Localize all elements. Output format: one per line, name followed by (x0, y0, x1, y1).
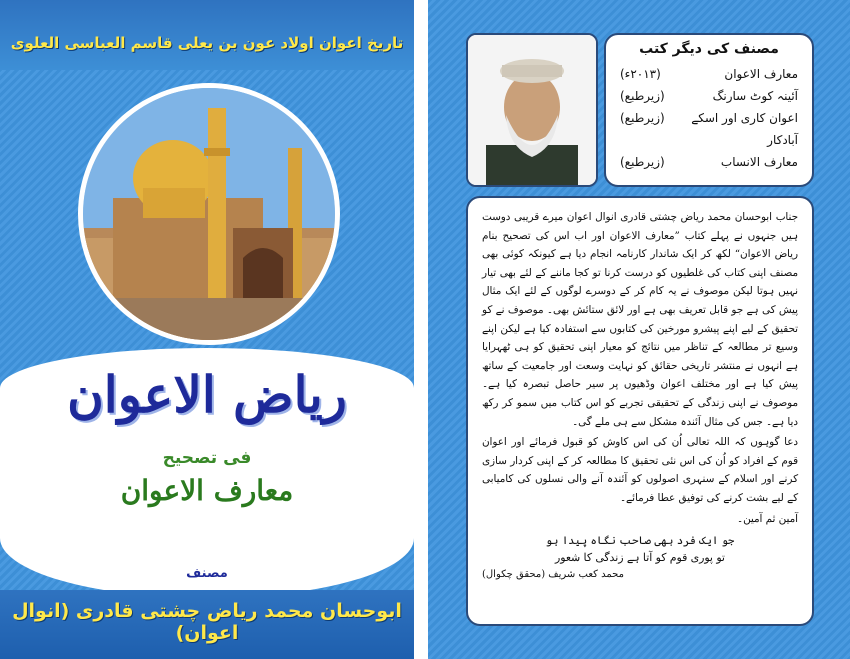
back-cover (428, 0, 850, 659)
author-portrait-illustration (468, 35, 596, 185)
poem-couplet (482, 532, 798, 566)
author-tag: مصنف (186, 566, 228, 581)
book-sub-label: فی تصحیح (162, 448, 252, 468)
review-paragraph-2: دعا گوہوں کہ اللہ تعالی اُن کی اس کاوش کو قبول فرمائے اور اعوان قوم کے افراد کو اُن کی اس نئی تحقیق کا مطالعہ کر کے اپنی کردار سازی کرنے اور اسلام کے سنہری اصولوں کو آئندہ آنے والی نسلوں کی کامیابی کے لیے بشت کرنے کی توفیق عطا فرمائے۔ (482, 436, 798, 504)
book-title: معارف الاعوان (724, 67, 798, 81)
other-books-box (604, 33, 814, 187)
review-paragraph-1: جناب ابوحسان محمد ریاض چشتی قادری انوال اعوان میرے قریبی دوست ہیں جنہوں نے پہلے کتاب ”معارف الاعوان اور اب اس کی تصحیح بنام ریاض الاعوان“ لکھ کر ایک شاندار کارنامہ انجام دیا ہے کیونکہ کوئی بھی مصنف اپنی کتاب کی غلطیوں کو درست کرنا تو کجا ماننے کے لئے بھی تیار نہیں ہوتا لیکن موصوف نے یہ کام کر کے دوسرے لوگوں کے لئے ایک مثال پیش کی ہے جو قابل تعریف بھی ہے اور لائق ستائش بھی۔ موصوف نے کو تحقیق کے لیے اپنے پیشرو مورخین کی کتابوں سے استفادہ کیا ہے لیکن اپنے وسیع تر مطالعہ کے تناظر میں نتائج کو معیار اپنی تحقیق کو ہی ٹھہرایا ہے انہوں نے منتشر تاریخی حقائق کو نہایت وسعت اور جامعیت کے ساتھ پیش کیا ہے اور مختلف اعوان وڈھیوں پر سیر حاصل تبصرہ کیا ہے۔ موصوف نے اپنی زندگی کے تحقیقی تجربے کو اس کتاب میں سمو کر رکھ دیا ہے۔ جس کی مثال آئندہ مشکل سے ہی ملے گی۔ (482, 211, 798, 428)
review-text-box (466, 196, 814, 626)
book-item (620, 63, 798, 85)
book-main-title: ریاض الاعوان (67, 365, 347, 424)
poem-line-2: تو پوری قوم کو آتا ہے زندگی کا شعور (555, 551, 725, 565)
book-title: اعوان کاری اور اسکے آبادکار (691, 111, 798, 147)
cover-divider (414, 0, 428, 659)
book-item (620, 151, 798, 173)
book-status: (زیرطبع) (620, 155, 665, 169)
poem-line-1: جو ایک فرد بھی صاحب نگاہ پیدا ہو (545, 534, 735, 548)
book-sub-title: معارف الاعوان (120, 474, 294, 507)
book-title: آئینہ کوٹ سارنگ (712, 89, 798, 103)
book-status: (۲۰۱۳ء) (620, 67, 661, 81)
review-signature: محمد کعب شریف (محقق چکوال) (482, 569, 624, 581)
book-item (620, 107, 798, 151)
author-name: ابوحسان محمد ریاض چشتی قادری (انوال اعوان) (12, 600, 402, 644)
book-status: (زیرطبع) (620, 89, 665, 103)
book-status: (زیرطبع) (620, 111, 665, 125)
front-top-title: تاریخ اعوان اولاد عون بن یعلی قاسم العباسی العلوی (10, 34, 404, 52)
shrine-photo (78, 83, 340, 345)
book-item (620, 85, 798, 107)
other-books-heading: مصنف کی دیگر کتب (639, 41, 779, 57)
review-closing: آمین ثم آمین۔ (737, 512, 798, 525)
author-portrait (466, 33, 598, 187)
book-title: معارف الانساب (720, 155, 798, 169)
front-cover (0, 0, 414, 659)
shrine-illustration (83, 88, 335, 340)
